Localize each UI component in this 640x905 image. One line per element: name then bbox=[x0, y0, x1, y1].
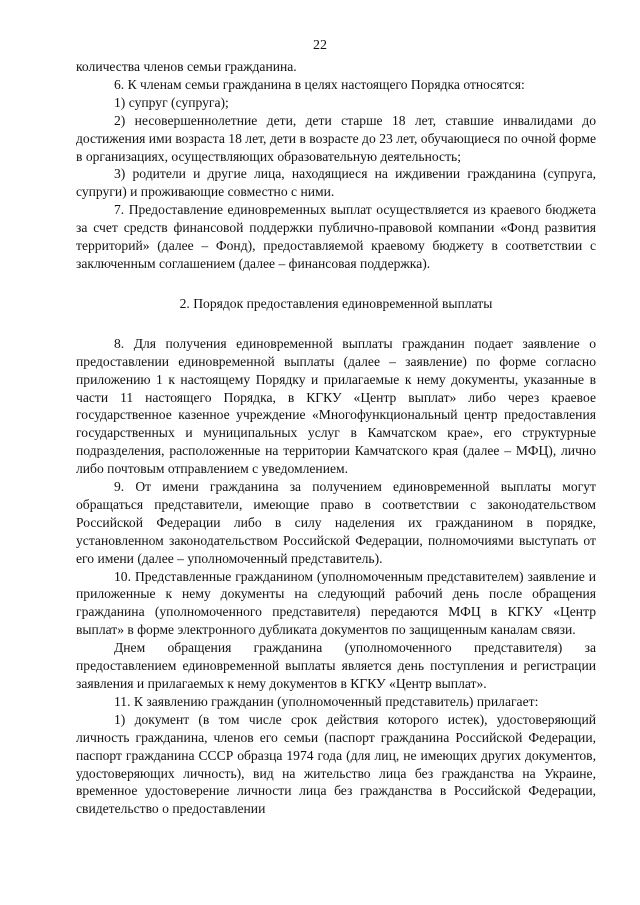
page-number: 22 bbox=[313, 38, 327, 53]
section-heading: 2. Порядок предоставления единовременной выплаты bbox=[179, 295, 493, 311]
list-item: 2) несовершеннолетние дети, дети старше 18 лет, ставшие инвалидами до достижения ими возраста 18 лет, дети в возрасте до 23 лет, обучающиеся по очной форме в организациях, осуществляющих образовательную деятельность; bbox=[76, 112, 596, 164]
paragraph: 7. Предоставление единовременных выплат осуществляется из краевого бюджета за счет средств финансовой поддержки публично-правовой компании «Фонд развития территорий» (далее – Фонд), предоставляемой краевому бюджету в соответствии с заключенным соглашением (далее – финансовая поддержка). bbox=[76, 202, 596, 271]
paragraph: 10. Представленные гражданином (уполномоченным представителем) заявление и приложенные к нему документы на следующий рабочий день после обращения гражданина (уполномоченного представителя) передаются МФЦ в КГКУ «Центр выплат» в форме электронного дубликата документов по защищенным каналам связи. bbox=[76, 568, 596, 638]
list-item: 1) документ (в том числе срок действия которого истек), удостоверяющий личность гражданина, членов его семьи (паспорт гражданина Российской Федерации, паспорт гражданина СССР образца 1974 года (для лиц, не имеющих других документов, удостоверяющих личность), вид на жительство лица без гражданства на Украине, временное удостоверение личности лица без гражданства в Российской Федерации, свидетельство о предоставлении bbox=[76, 711, 596, 817]
paragraph: 8. Для получения единовременной выплаты гражданин подает заявление о предоставлении единовременной выплаты (далее – заявление) по форме согласно приложению 1 к настоящему Порядку и прилагаемые к нему документы, указанные в части 11 настоящего Порядка, в КГКУ «Центр выплат» либо через краевое государственное казенное учреждение «Многофункциональный центр предоставления государственных и муниципальных услуг в Камчатском крае», его структурные подразделения, расположенные на территории Камчатского края (далее – МФЦ), лично либо почтовым отправлением с уведомлением. bbox=[76, 335, 596, 477]
paragraph: 9. От имени гражданина за получением единовременной выплаты могут обращаться представители, имеющие право в соответствии с законодательством Российской Федерации либо в силу наделения их гражданином в порядке, установленном законодательством Российской Федерации, полномочиями выступать от его имени (далее – уполномоченный представитель). bbox=[76, 479, 596, 566]
paragraph: количества членов семьи гражданина. bbox=[76, 59, 297, 74]
paragraph: 6. К членам семьи гражданина в целях настоящего Порядка относятся: bbox=[114, 76, 525, 92]
paragraph: Днем обращения гражданина (уполномоченного представителя) за предоставлением единовременной выплаты является день поступления и регистрации заявления и прилагаемых к нему документов в КГКУ «Центр выплат». bbox=[76, 640, 596, 691]
document-body bbox=[76, 58, 596, 818]
list-item: 3) родители и другие лица, находящиеся на иждивении гражданина (супруга, супруги) и проживающие совместно с ними. bbox=[76, 166, 596, 200]
paragraph: 11. К заявлению гражданин (уполномоченный представитель) прилагает: bbox=[114, 693, 539, 709]
list-item: 1) супруг (супруга); bbox=[114, 94, 229, 110]
